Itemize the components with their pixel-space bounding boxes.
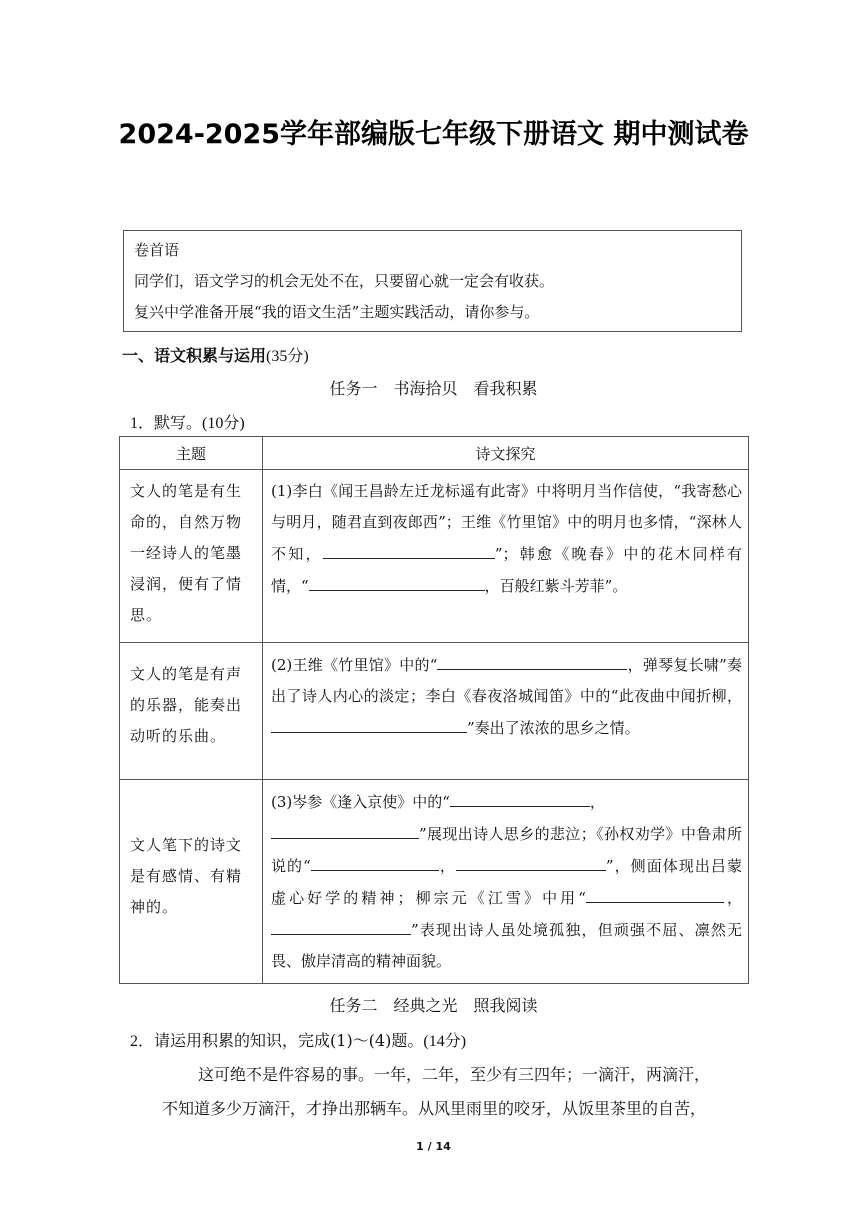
answer-blank[interactable] [586,882,724,903]
content-text: ”；韩愈《晚春》中的花木同样有情，“ [271,545,742,595]
content-text: ”奏出了浓浓的思乡之情。 [467,719,640,737]
content-text: ，百般红紫斗芳菲”。 [484,577,628,595]
task-heading: 任务一 书海拾贝 看我积累 [329,379,538,398]
table-header: 诗文探究 [263,437,749,470]
task-heading: 任务二 经典之光 照我阅读 [329,996,538,1015]
page-number: 1 / 14 [416,1140,451,1153]
section-heading [122,343,309,366]
answer-blank[interactable] [437,649,627,670]
reading-passage [162,1058,748,1126]
answer-blank[interactable] [271,818,419,839]
question-score: (14分) [423,1033,467,1050]
answer-blank[interactable] [323,538,495,559]
answer-blank[interactable] [309,570,485,591]
table-header: 主题 [120,437,263,470]
answer-blank[interactable] [271,914,411,935]
passage-line: 这可绝不是件容易的事。一年，二年，至少有三四年；一滴汗，两滴汗， [198,1065,711,1084]
question-number: 2． [130,1033,155,1050]
theme-cell: 文人笔下的诗文是有感情、有精神的。 [130,836,243,916]
preface-box [123,230,742,332]
answer-blank[interactable] [450,786,590,807]
content-cell [263,643,748,750]
content-text: ，弹琴复长啸”奏出了诗人内心的淡定；李白《春夜洛城闻笛》中的“此夜曲中闻折柳， [271,656,743,705]
section-label: 一、语文积累与运用 [122,346,267,365]
poem-table [119,436,749,984]
answer-blank[interactable] [271,712,467,733]
preface-heading: 卷首语 [134,241,180,259]
table-header-row [120,437,749,470]
question-text: 请运用积累的知识，完成(1)～(4)题。 [154,1031,424,1050]
content-text: ， [723,889,742,907]
question-score: (10分) [202,415,245,432]
section-score: (35分) [266,348,309,365]
content-text: ， [589,793,605,811]
content-text: ”展现出诗人思乡的悲泣；《孙权劝学》中鲁肃所说的“ [271,825,742,875]
content-text: ”，侧面体现出吕蒙虚心好学的精神；柳宗元《江雪》中用“ [271,857,742,907]
content-text: ”表现出诗人虽处境孤独，但顽强不屈、凛然无畏、傲岸清高的精神面貌。 [271,921,742,970]
content-text: (3)岑参《逢入京使》中的“ [271,793,450,811]
preface-line: 同学们，语文学习的机会无处不在，只要留心就一定会有收获。 [134,272,555,290]
question-1 [130,410,245,433]
theme-cell: 文人的笔是有声的乐器，能奏出动听的乐曲。 [130,665,243,745]
table-row [120,780,749,984]
question-number: 1． [130,415,155,432]
theme-cell: 文人的笔是有生命的，自然万物一经诗人的笔墨浸润，便有了情思。 [130,482,243,624]
passage-line: 不知道多少万滴汗，才挣出那辆车。从风里雨里的咬牙，从饭里茶里的自苦， [162,1099,707,1118]
page-title: 2024-2025学年部编版七年级下册语文 期中测试卷 [118,119,749,150]
table-row [120,470,749,643]
answer-blank[interactable] [456,850,606,871]
question-2 [130,1028,466,1051]
table-row [120,643,749,780]
preface-line: 复兴中学准备开展“我的语文生活”主题实践活动，请你参与。 [134,303,540,321]
answer-blank[interactable] [311,850,439,871]
content-cell [263,780,748,983]
question-text: 默写。 [154,413,203,432]
content-text: ， [438,857,456,875]
content-text: (1)李白《闻王昌龄左迁龙标遥有此寄》中将明月当作信使，“我寄愁心与明月，随君直到夜郎西”；王维《竹里馆》中的明月也多情，“深林人不知， [271,482,742,563]
content-cell [263,470,748,608]
content-text: (2)王维《竹里馆》中的“ [271,656,438,674]
